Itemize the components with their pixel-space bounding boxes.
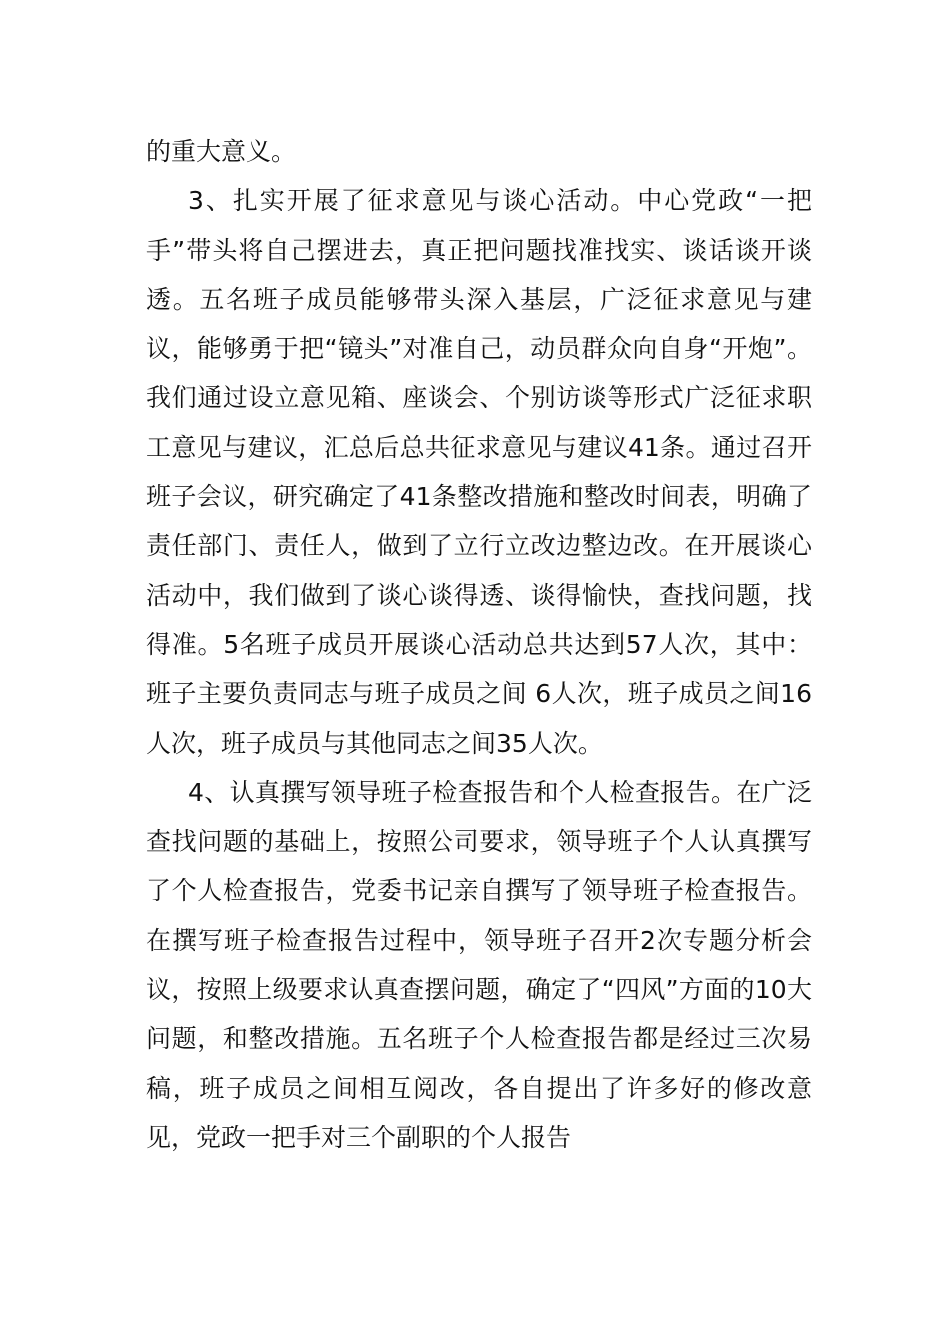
document-body: [146, 127, 812, 1162]
paragraph-item-3: 3、扎实开展了征求意见与谈心活动。中心党政“一把手”带头将自己摆进去，真正把问题找准找实、谈话谈开谈透。五名班子成员能够带头深入基层，广泛征求意见与建议，能够勇于把“镜头”对准自己，动员群众向自身“开炮”。我们通过设立意见箱、座谈会、个别访谈等形式广泛征求职工意见与建议，汇总后总共征求意见与建议41条。通过召开班子会议，研究确定了41条整改措施和整改时间表，明确了责任部门、责任人，做到了立行立改边整边改。在开展谈心活动中，我们做到了谈心谈得透、谈得愉快，查找问题，找得准。5名班子成员开展谈心活动总共达到57人次，其中：班子主要负责同志与班子成员之间 6人次，班子成员之间16人次，班子成员与其他同志之间35人次。: [146, 186, 812, 758]
paragraph-continuation: 的重大意义。: [146, 137, 297, 166]
paragraph-item-4: 4、认真撰写领导班子检查报告和个人检查报告。在广泛查找问题的基础上，按照公司要求，领导班子个人认真撰写了个人检查报告，党委书记亲自撰写了领导班子检查报告。在撰写班子检查报告过程中，领导班子召开2次专题分析会议，按照上级要求认真查摆问题，确定了“四风”方面的10大问题，和整改措施。五名班子个人检查报告都是经过三次易稿，班子成员之间相互阅改，各自提出了许多好的修改意见，党政一把手对三个副职的个人报告: [146, 777, 812, 1152]
